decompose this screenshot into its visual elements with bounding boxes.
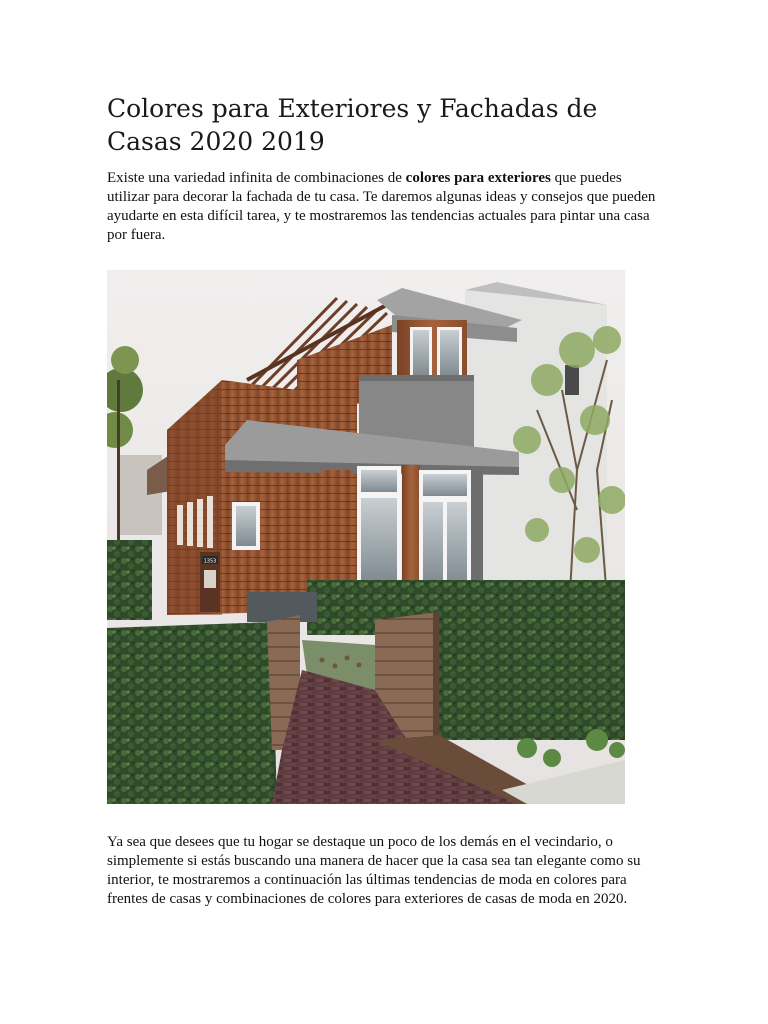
intro-text-after: que puedes utilizar para decorar la fachada de tu casa. Te daremos algunas ideas y consejos que pueden ayudarte en esta difícil tarea, y te mostraremos las tendencias actuales para pintar una casa por fuera.: [107, 170, 656, 243]
intro-text-before: Existe una variedad infinita de combinaciones de: [107, 170, 406, 186]
page-title: Colores para Exteriores y Fachadas de Casas 2020 2019: [107, 94, 598, 156]
body-paragraph: Ya sea que desees que tu hogar se destaque un poco de los demás en el vecindario, o simplemente si estás buscando una manera de hacer que la casa sea tan elegante como su interior, te mostraremos a continuación las últimas tendencias de moda en colores para frentes de casas y combinaciones de colores para exteriores de casas de moda en 2020.: [107, 834, 641, 907]
intro-bold-keyword: colores para exteriores: [405, 170, 551, 186]
intro-paragraph: [107, 169, 667, 245]
house-number: 1353: [203, 558, 217, 565]
house-photo: [107, 270, 625, 804]
